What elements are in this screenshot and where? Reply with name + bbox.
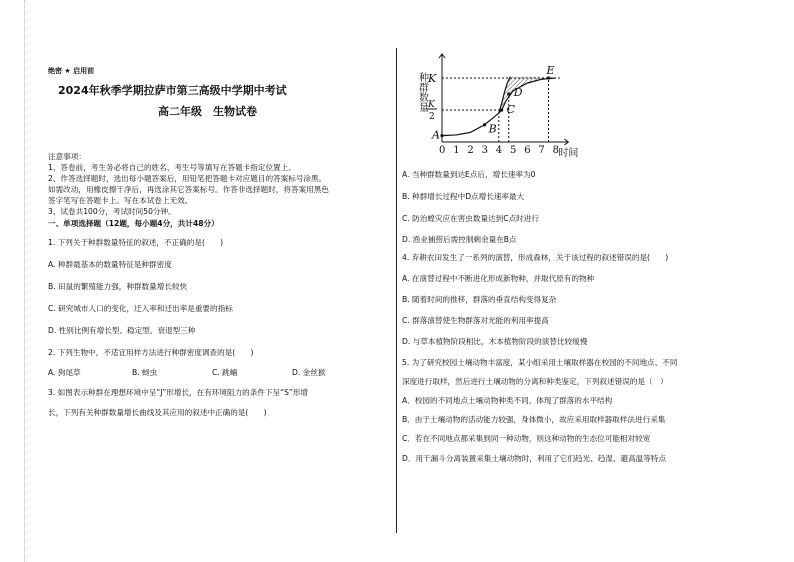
notice-line: 如需改动，用橡皮擦干净后，再选涂其它答案标号。作答非选择题时，将答案用黑色 xyxy=(48,185,329,194)
binding-line xyxy=(24,0,33,562)
question-3-option-a: A. 当种群数量到达E点后，增长速率为0 xyxy=(402,170,536,179)
column-divider xyxy=(396,48,397,533)
x-tick-label: 5 xyxy=(510,145,517,156)
confidential-mark: 绝密 ★ 启用前 xyxy=(48,67,95,75)
y-tick-label: K xyxy=(428,100,435,110)
question-4-stem: 4. 弃耕农田发生了一系列的演替，形成森林，关于该过程的叙述错误的是( ) xyxy=(402,253,669,262)
question-3-option-d: D. 渔业捕捞后需控制剩余量在B点 xyxy=(402,235,517,244)
x-tick-label: 3 xyxy=(481,145,488,156)
notice-line: 3、试卷共100分，考试时间50分钟。 xyxy=(48,207,176,216)
question-4-option-b: B. 随着时间的推移，群落的垂直结构变得复杂 xyxy=(402,295,557,304)
question-2-option-c: C. 跳蝻 xyxy=(212,368,238,377)
exam-subtitle: 高二年级 生物试卷 xyxy=(158,105,257,118)
question-2-option-b: B. 蚜虫 xyxy=(132,368,158,377)
point-label: D xyxy=(513,86,523,99)
question-4-option-a: A. 在演替过程中不断进化形成新物种，并取代原有的物种 xyxy=(402,274,595,283)
curve-point xyxy=(507,92,510,95)
x-tick-label: 1 xyxy=(453,145,460,156)
question-5-option-b: B．由于土壤动物的活动能力较强，身体微小，故应采用取样器取样法进行采集 xyxy=(402,415,666,424)
question-2-option-a: A. 狗尾草 xyxy=(48,368,81,377)
question-1-option-c: C. 研究城市人口的变化，迁入率和迁出率是重要的指标 xyxy=(48,304,233,313)
question-1-option-d: D. 性别比例有增长型、稳定型、衰退型三种 xyxy=(48,326,196,335)
x-tick-label: 4 xyxy=(495,145,503,156)
question-3-stem: 3. 如图表示种群在理想环境中呈“J”形增长，在有环境阻力的条件下呈“S”形增 xyxy=(48,388,309,397)
exam-title: 2024年秋季学期拉萨市第三高级中学期中考试 xyxy=(58,84,287,97)
question-5-stem: 5. 为了研究校园土壤动物丰富度，某小组采用土壤取样器在校园的不同地点、不同 xyxy=(402,358,678,367)
question-5-option-d: D．用干漏斗分离装置采集土壤动物时，利用了它们趋光、趋湿、避高温等特点 xyxy=(402,454,667,463)
notice-line: 2、作答选择题时，选出每小题答案后，用铅笔把答题卡对应题目的答案标号涂黑。 xyxy=(48,174,327,183)
question-3-option-c: C. 防治蝗灾应在害虫数量达到C点时进行 xyxy=(402,214,539,223)
question-2-stem: 2. 下列生物中，不适宜用样方法进行种群密度调查的是( ) xyxy=(48,348,254,357)
question-2-option-d: D. 金丝猴 xyxy=(292,368,326,377)
question-4-option-d: D. 与草本植物阶段相比，木本植物阶段的演替比较缓慢 xyxy=(402,337,588,346)
point-label: A xyxy=(432,128,440,142)
y-tick-label: 2 xyxy=(429,112,435,122)
x-tick-label: 2 xyxy=(467,145,474,156)
x-tick-label: 6 xyxy=(524,145,531,156)
curve-point xyxy=(500,108,503,111)
chart-svg xyxy=(404,50,592,166)
x-tick-label: 0 xyxy=(439,145,446,156)
question-5-option-a: A．校园的不同地点土壤动物种类不同，体现了群落的水平结构 xyxy=(402,396,613,405)
point-label: C xyxy=(506,103,516,116)
s-curve xyxy=(442,78,556,136)
x-axis-label: 时间 xyxy=(558,148,579,159)
x-tick-label: 8 xyxy=(552,145,559,156)
curve-point xyxy=(440,134,443,137)
question-5-option-c: C．若在不同地点都采集到同一种动物，则这种动物的生态位可能相对较宽 xyxy=(402,434,651,443)
curve-point xyxy=(483,123,486,126)
y-axis-label: 种群数量 xyxy=(416,72,428,112)
notice-line: 签字笔写在答题卡上。写在本试卷上无效。 xyxy=(48,196,193,205)
question-1-option-a: A. 种群最基本的数量特征是种群密度 xyxy=(48,260,172,269)
question-1-option-b: B. 田鼠的繁殖能力强，种群数量增长较快 xyxy=(48,282,188,291)
question-3-option-b: B. 种群增长过程中D点增长速率最大 xyxy=(402,192,525,201)
point-label: B xyxy=(488,122,497,136)
notice-heading: 注意事项： xyxy=(48,152,86,161)
notice-line: 1、答卷前，考生务必将自己的姓名、考生号等填写在答题卡指定位置上。 xyxy=(48,163,296,172)
population-growth-chart xyxy=(404,50,592,166)
question-1-stem: 1. 下列关于种群数量特征的叙述，不正确的是( ) xyxy=(48,238,224,247)
x-tick-label: 7 xyxy=(538,145,545,156)
question-3-stem: 长，下列有关种群数量增长曲线及其应用的叙述中正确的是( ) xyxy=(48,408,267,417)
question-4-option-c: C. 群落演替使生物群落对光能的利用率提高 xyxy=(402,316,549,325)
question-5-stem: 深度进行取样，然后进行土壤动物的分离和种类鉴定，下列叙述错误的是（ ） xyxy=(402,377,668,386)
point-label: E xyxy=(546,64,555,77)
section-heading: 一、单项选择题（12题，每小题4分，共计48分） xyxy=(48,219,219,228)
y-tick-label: K xyxy=(428,72,437,85)
